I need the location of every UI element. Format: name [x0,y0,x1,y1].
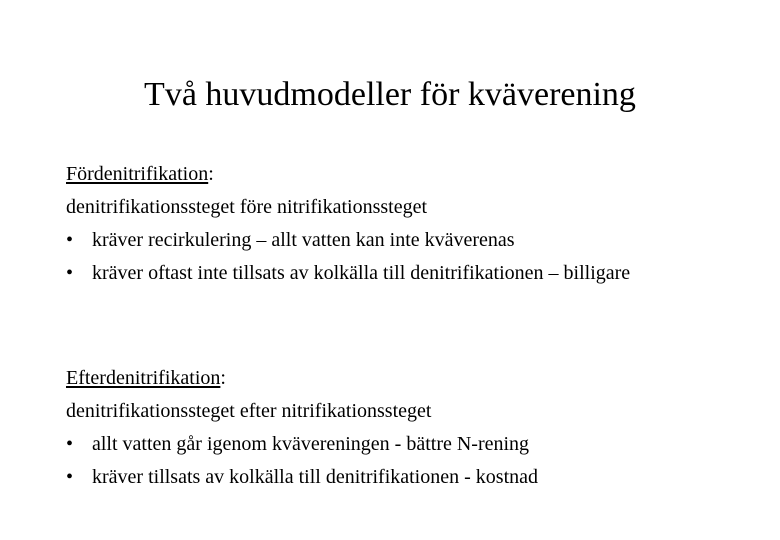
bullet-text: allt vatten går igenom kvävereningen - bättre N-rening [92,433,530,455]
bullet-icon: • [66,229,74,251]
bullet-list [66,224,756,290]
section-efterdenitrifikation [66,362,756,494]
bullet-text: kräver tillsats av kolkälla till denitrifikationen - kostnad [92,466,538,488]
bullet-list [66,428,756,494]
section-heading-line [66,158,756,191]
heading-colon: : [208,163,214,185]
bullet-item [66,257,692,290]
bullet-icon: • [66,433,74,455]
bullet-item [66,461,752,494]
bullet-item [66,224,692,257]
bullet-text: kräver oftast inte tillsats av kolkälla till denitrifikationen – billigare [92,262,631,284]
bullet-icon: • [66,466,74,488]
heading-colon: : [220,367,226,389]
bullet-icon: • [66,262,74,284]
section-description: denitrifikationssteget efter nitrifikationssteget [66,400,432,422]
section-description: denitrifikationssteget före nitrifikationssteget [66,196,428,218]
bullet-item [66,428,752,461]
section-heading-line [66,362,756,395]
section-heading: Fördenitrifikation [66,163,209,185]
bullet-text: kräver recirkulering – allt vatten kan inte kväverenas [92,229,515,251]
slide-title: Två huvudmodeller för kväverening [144,76,636,113]
section-heading: Efterdenitrifikation [66,367,221,389]
section-fordenitrifikation [66,158,756,290]
